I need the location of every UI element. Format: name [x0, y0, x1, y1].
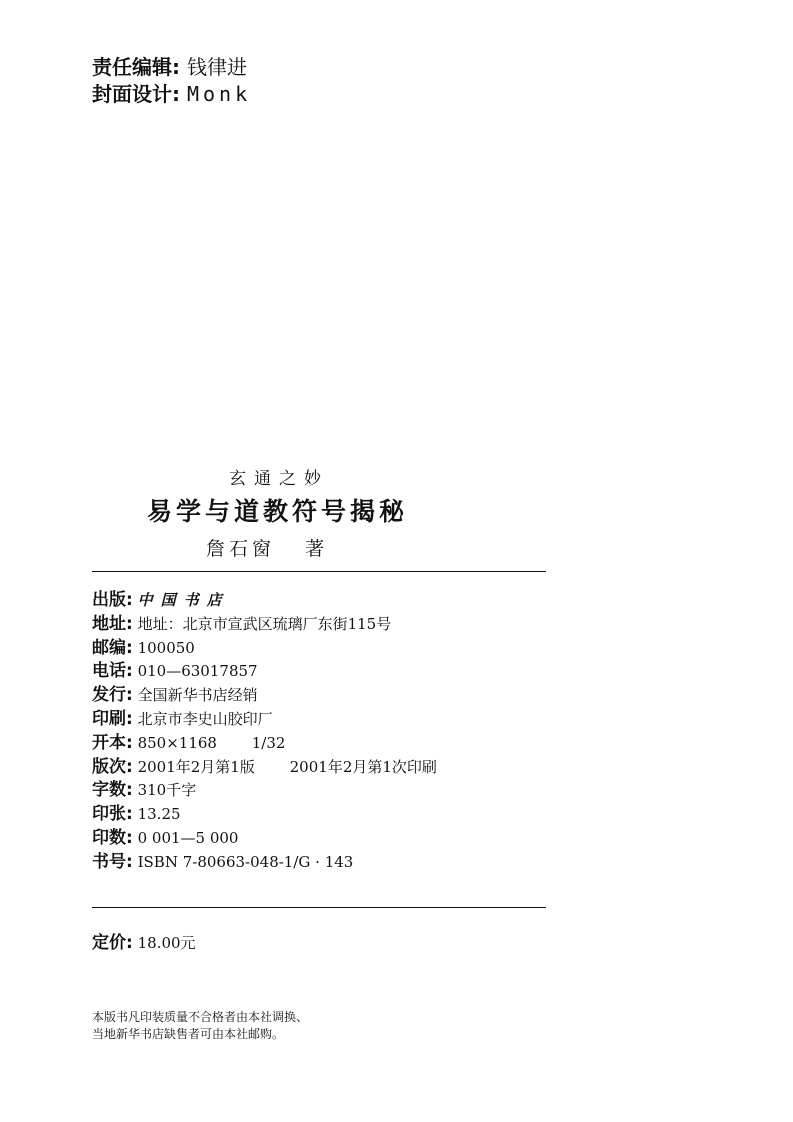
detail-row-postcode	[92, 637, 437, 661]
cover-designer: Monk	[186, 82, 252, 106]
detail-value: 13.25	[137, 805, 181, 824]
bottom-divider	[92, 907, 546, 908]
detail-label: 地址:	[92, 613, 133, 634]
detail-row-print-run	[92, 827, 437, 851]
editor-credit	[92, 54, 251, 81]
detail-label: 印张:	[92, 804, 133, 825]
detail-label: 印数:	[92, 827, 133, 848]
detail-value: 地址：北京市宣武区琉璃厂东街115号	[137, 614, 392, 633]
detail-value: 850×1168	[137, 733, 217, 752]
detail-label: 书号:	[92, 851, 133, 872]
detail-row-sheets	[92, 803, 437, 827]
detail-value: 2001年2月第1版	[137, 757, 255, 776]
detail-row-format	[92, 732, 437, 756]
detail-row-address	[92, 613, 437, 637]
detail-row-publisher	[92, 589, 437, 613]
detail-row-phone	[92, 660, 437, 684]
return-notice	[92, 1009, 308, 1043]
detail-value: 100050	[137, 638, 195, 657]
detail-label: 电话:	[92, 661, 133, 682]
price-value: 18.00元	[137, 934, 196, 952]
detail-row-isbn	[92, 851, 437, 875]
editor-name: 钱律进	[186, 55, 247, 79]
author-role: 著	[305, 538, 329, 560]
detail-row-printer	[92, 708, 437, 732]
detail-value: 010—63017857	[137, 662, 258, 681]
cover-label: 封面设计:	[92, 82, 180, 106]
publisher-logo-text: 中国书店	[137, 591, 230, 609]
detail-value: 0 001—5 000	[137, 828, 239, 847]
notice-line: 当地新华书店缺售者可由本社邮购。	[92, 1027, 285, 1041]
detail-value: ISBN 7-80663-048-1/G · 143	[137, 852, 354, 871]
detail-label: 开本:	[92, 732, 133, 753]
detail-label: 字数:	[92, 780, 133, 801]
detail-value-secondary: 2001年2月第1次印刷	[289, 757, 437, 776]
book-title: 易学与道教符号揭秘	[147, 497, 409, 526]
notice-line: 本版书凡印装质量不合格者由本社调换、	[92, 1010, 309, 1024]
detail-value-secondary: 1/32	[251, 733, 286, 752]
detail-label: 邮编:	[92, 637, 133, 658]
detail-label: 印刷:	[92, 708, 133, 729]
detail-label: 发行:	[92, 685, 133, 706]
author-name: 詹石窗	[206, 538, 276, 560]
price-label: 定价:	[92, 933, 133, 953]
series-name: 玄通之妙	[229, 469, 329, 489]
detail-row-word-count	[92, 779, 437, 803]
detail-label: 出版:	[92, 590, 133, 610]
detail-value: 全国新华书店经销	[137, 686, 258, 705]
detail-value: 北京市李史山胶印厂	[137, 709, 273, 728]
detail-row-distribution	[92, 684, 437, 708]
price-line	[92, 928, 196, 953]
publication-details	[92, 589, 437, 875]
credits-block	[92, 54, 251, 108]
author-line	[206, 534, 328, 561]
detail-label: 版次:	[92, 756, 133, 777]
detail-row-edition	[92, 756, 437, 780]
top-divider	[92, 571, 546, 572]
cover-credit	[92, 81, 251, 108]
editor-label: 责任编辑:	[92, 55, 180, 79]
detail-value: 310千字	[137, 781, 197, 800]
